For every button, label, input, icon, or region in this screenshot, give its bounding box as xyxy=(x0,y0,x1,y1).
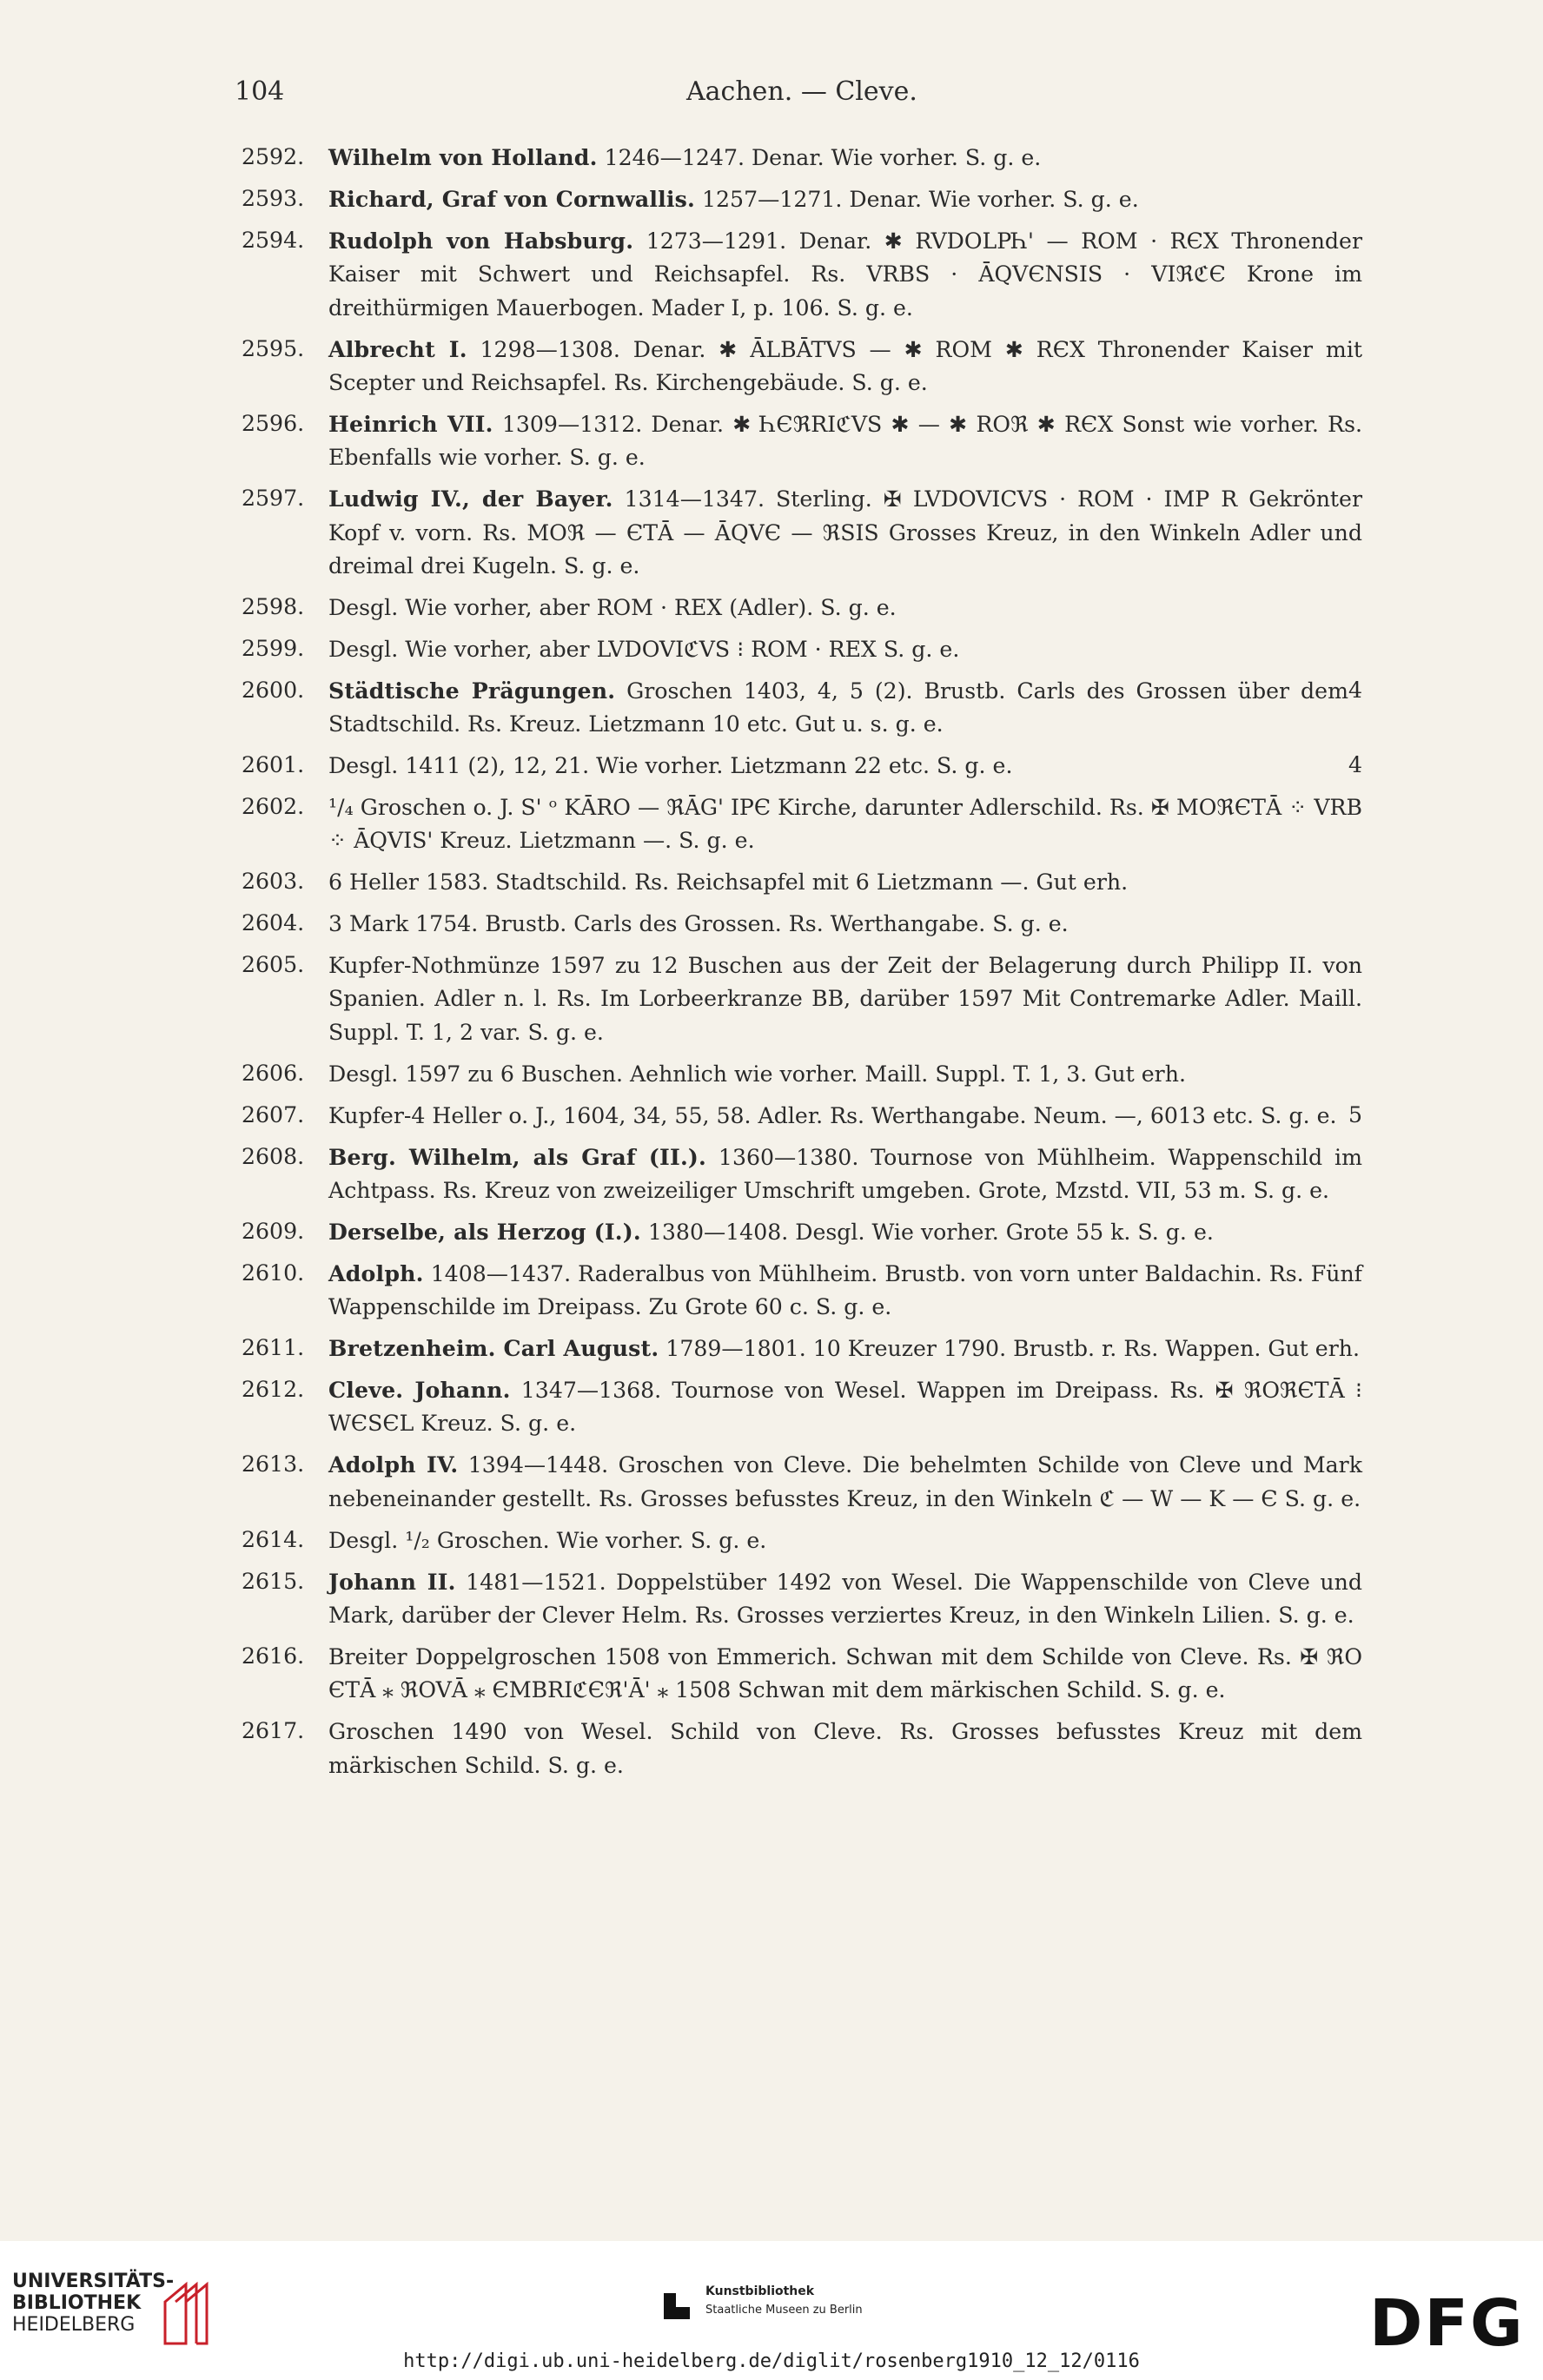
catalog-entry xyxy=(242,674,1362,742)
catalog-entry xyxy=(242,865,1362,899)
kunstbibliothek-subtitle: Staatliche Museen zu Berlin xyxy=(705,2304,863,2317)
entry-price: 4 xyxy=(1348,677,1362,703)
entry-number: 2610. xyxy=(242,1259,305,1286)
entry-text: 1789—1801. 10 Kreuzer 1790. Brustb. r. Rs. Wappen. Gut erh. xyxy=(659,1336,1360,1362)
entry-text: ¹/₄ Groschen o. J. S' ᵒ KĀRO — ℜĀG' IPЄ Kirche, darunter Adlerschild. Rs. ✠ MOℜЄTĀ ⁘ VRB ⁘ ĀQVIS' Kreuz. Lietzmann —. S. g. e. xyxy=(328,794,1362,854)
catalog-entry xyxy=(242,1099,1362,1133)
catalog-entry xyxy=(242,632,1362,666)
entry-heading: Wilhelm von Holland. xyxy=(328,144,598,170)
catalog-entry xyxy=(242,182,1362,216)
entry-text: Groschen 1490 von Wesel. Schild von Cleve. Rs. Grosses befusstes Kreuz mit dem märkischen Schild. S. g. e. xyxy=(328,1719,1362,1778)
entry-price: 4 xyxy=(1348,752,1362,777)
dfg-logo: DFG xyxy=(1369,2286,1525,2361)
entry-number: 2607. xyxy=(242,1101,305,1127)
entry-number: 2608. xyxy=(242,1143,305,1169)
page-header xyxy=(235,76,1381,111)
entry-number: 2612. xyxy=(242,1377,305,1402)
entry-heading: Johann II. xyxy=(328,1568,456,1595)
entry-number: 2599. xyxy=(242,635,305,661)
catalog-entry xyxy=(242,224,1362,325)
catalog-entry xyxy=(242,591,1362,625)
catalog-entry xyxy=(242,407,1362,475)
entry-text: Desgl. ¹/₂ Groschen. Wie vorher. S. g. e. xyxy=(328,1527,767,1553)
entry-heading: Städtische Prägungen. xyxy=(328,677,616,704)
entry-text: 1481—1521. Doppelstüber 1492 von Wesel. Die Wappenschilde von Cleve und Mark, darüber der Clever Helm. Rs. Grosses verziertes Kreuz, in den Winkeln Lilien. S. g. e. xyxy=(328,1569,1362,1628)
entry-text: Desgl. Wie vorher, aber ROM · REX (Adler). S. g. e. xyxy=(328,594,897,620)
entry-number: 2593. xyxy=(242,185,305,211)
uni-line-1: UNIVERSITÄTS- xyxy=(12,2271,175,2292)
entry-number: 2594. xyxy=(242,227,305,253)
catalog-entry xyxy=(242,907,1362,941)
entry-heading: Albrecht I. xyxy=(328,335,467,362)
catalog-entry xyxy=(242,1448,1362,1516)
entry-number: 2615. xyxy=(242,1568,305,1594)
entry-number: 2595. xyxy=(242,335,305,361)
entry-text: 1309—1312. Denar. ✱ ҺЄℜRIℭVS ✱ — ✱ ROℜ ✱ RЄX Sonst wie vorher. Rs. Ebenfalls wie vorher. S. g. e. xyxy=(328,411,1362,471)
catalog-entry xyxy=(242,1565,1362,1633)
entry-number: 2603. xyxy=(242,869,305,895)
uni-line-2: BIBLIOTHEK xyxy=(12,2292,142,2314)
entry-text: 1408—1437. Raderalbus von Mühlheim. Brustb. von vorn unter Baldachin. Rs. Fünf Wappenschilde im Dreipass. Zu Grote 60 c. S. g. e. xyxy=(328,1260,1362,1320)
entry-number: 2598. xyxy=(242,593,305,619)
entry-text: Groschen 1403, 4, 5 (2). Brustb. Carls des Grossen über dem Stadtschild. Rs. Kreuz. Lietzmann 10 etc. Gut u. s. g. e. xyxy=(328,678,1348,737)
kunstbibliothek-emblem-icon xyxy=(657,2286,697,2326)
entry-text: 1298—1308. Denar. ✱ ĀLBĀTVS — ✱ ROM ✱ RЄX Thronender Kaiser mit Scepter und Reichsapfel. Rs. Kirchengebäude. S. g. e. xyxy=(328,336,1362,395)
source-url[interactable]: http://digi.ub.uni-heidelberg.de/diglit/rosenberg1910_12_12/0116 xyxy=(403,2350,1140,2372)
catalog-entries xyxy=(242,141,1362,1789)
entry-number: 2617. xyxy=(242,1718,305,1744)
catalog-entry xyxy=(242,333,1362,400)
entry-text: 1257—1271. Denar. Wie vorher. S. g. e. xyxy=(695,186,1139,212)
entry-text: Kupfer-4 Heller o. J., 1604, 34, 55, 58. Adler. Rs. Werthangabe. Neum. —, 6013 etc. S. g. e. xyxy=(328,1102,1337,1128)
entry-heading: Rudolph von Habsburg. xyxy=(328,227,634,254)
entry-text: Breiter Doppelgroschen 1508 von Emmerich. Schwan mit dem Schilde von Cleve. Rs. ✠ ℜO ЄTĀ ⁎ ℜOVĀ ⁎ ЄMBRIℭЄℜ'Ā' ⁎ 1508 Schwan mit dem märkischen Schild. S. g. e. xyxy=(328,1643,1362,1703)
entry-text: 1380—1408. Desgl. Wie vorher. Grote 55 k. S. g. e. xyxy=(640,1219,1214,1245)
entry-text: Desgl. Wie vorher, aber LVDOVIℭVS ⁝ ROM · REX S. g. e. xyxy=(328,636,960,662)
entry-number: 2606. xyxy=(242,1060,305,1086)
entry-number: 2614. xyxy=(242,1526,305,1552)
entry-text: 3 Mark 1754. Brustb. Carls des Grossen. Rs. Werthangabe. S. g. e. xyxy=(328,911,1069,937)
entry-number: 2609. xyxy=(242,1218,305,1244)
catalog-entry xyxy=(242,1215,1362,1249)
entry-text: 1273—1291. Denar. ✱ RVDOLPҺ' — ROM · RЄX Thronender Kaiser mit Schwert und Reichsapfel. Rs. VRBS · ĀQVЄNSIS · VIℜℭЄ Krone im dreithürmigen Mauerbogen. Mader I, p. 106. S. g. e. xyxy=(328,228,1362,321)
entry-text: 1246—1247. Denar. Wie vorher. S. g. e. xyxy=(597,145,1042,170)
entry-number: 2613. xyxy=(242,1451,305,1478)
entry-text: 1394—1448. Groschen von Cleve. Die behelmten Schilde von Cleve und Mark nebeneinander gestellt. Rs. Grosses befusstes Kreuz, in den Winkeln ℭ — W — K — Є S. g. e. xyxy=(328,1452,1362,1511)
entry-number: 2601. xyxy=(242,752,305,777)
entry-number: 2602. xyxy=(242,793,305,819)
entry-number: 2597. xyxy=(242,486,305,512)
entry-heading: Cleve. Johann. xyxy=(328,1377,511,1403)
uni-line-3: HEIDELBERG xyxy=(12,2314,136,2336)
catalog-entry xyxy=(242,1140,1362,1208)
entry-number: 2596. xyxy=(242,410,305,436)
catalog-entry xyxy=(242,1332,1362,1365)
entry-text: 1347—1368. Tournose von Wesel. Wappen im Dreipass. Rs. ✠ ℜOℜЄTĀ ⁝ WЄSЄL Kreuz. S. g. e. xyxy=(328,1378,1362,1437)
catalog-entry xyxy=(242,1373,1362,1441)
catalog-entry xyxy=(242,1524,1362,1557)
entry-heading: Richard, Graf von Cornwallis. xyxy=(328,185,695,212)
entry-number: 2616. xyxy=(242,1643,305,1669)
entry-text: 1314—1347. Sterling. ✠ LVDOVICVS · ROM · IMP R Gekrönter Kopf v. vorn. Rs. MOℜ — ЄTĀ — ĀQVЄ — ℜSIS Grosses Kreuz, in den Winkeln Adler und dreimal drei Kugeln. S. g. e. xyxy=(328,486,1362,578)
entry-number: 2611. xyxy=(242,1335,305,1361)
entry-text: 6 Heller 1583. Stadtschild. Rs. Reichsapfel mit 6 Lietzmann —. Gut erh. xyxy=(328,869,1129,896)
entry-heading: Adolph. xyxy=(328,1259,424,1286)
entry-text: Desgl. 1411 (2), 12, 21. Wie vorher. Lietzmann 22 etc. S. g. e. xyxy=(328,753,1013,778)
catalog-entry xyxy=(242,1257,1362,1325)
entry-heading: Bretzenheim. Carl August. xyxy=(328,1335,659,1362)
entry-number: 2600. xyxy=(242,677,305,703)
entry-number: 2592. xyxy=(242,144,305,169)
library-emblem-icon xyxy=(160,2276,221,2352)
catalog-entry xyxy=(242,949,1362,1049)
catalog-entry xyxy=(242,790,1362,858)
running-title: Aachen. — Cleve. xyxy=(686,76,917,107)
catalog-entry xyxy=(242,482,1362,583)
entry-text: Desgl. 1597 zu 6 Buschen. Aehnlich wie vorher. Maill. Suppl. T. 1, 3. Gut erh. xyxy=(328,1061,1186,1087)
entry-heading: Ludwig IV., der Bayer. xyxy=(328,486,613,512)
kunstbibliothek-logo xyxy=(657,2281,900,2342)
entry-text: Kupfer-Nothmünze 1597 zu 12 Buschen aus der Zeit der Belagerung durch Philipp II. von Spanien. Adler n. l. Rs. Im Lorbeerkranze BB, darüber 1597 Mit Contremarke Adler. Maill. Suppl. T. 1, 2 var. S. g. e. xyxy=(328,953,1362,1045)
catalog-entry xyxy=(242,141,1362,175)
catalog-entry xyxy=(242,1715,1362,1782)
entry-heading: Derselbe, als Herzog (I.). xyxy=(328,1218,641,1245)
entry-text: 1360—1380. Tournose von Mühlheim. Wappenschild im Achtpass. Rs. Kreuz von zweizeiliger Umschrift umgeben. Grote, Mzstd. VII, 53 m. S. g. e. xyxy=(328,1144,1362,1203)
page-number: 104 xyxy=(235,76,285,107)
catalog-entry xyxy=(242,749,1362,783)
kunstbibliothek-name: Kunstbibliothek xyxy=(705,2284,815,2298)
entry-heading: Heinrich VII. xyxy=(328,410,493,437)
entry-number: 2604. xyxy=(242,910,305,936)
entry-price: 5 xyxy=(1348,1101,1362,1127)
catalog-entry xyxy=(242,1057,1362,1091)
entry-heading: Berg. Wilhelm, als Graf (II.). xyxy=(328,1143,706,1170)
catalog-entry xyxy=(242,1640,1362,1708)
entry-number: 2605. xyxy=(242,952,305,978)
entry-heading: Adolph IV. xyxy=(328,1451,459,1478)
